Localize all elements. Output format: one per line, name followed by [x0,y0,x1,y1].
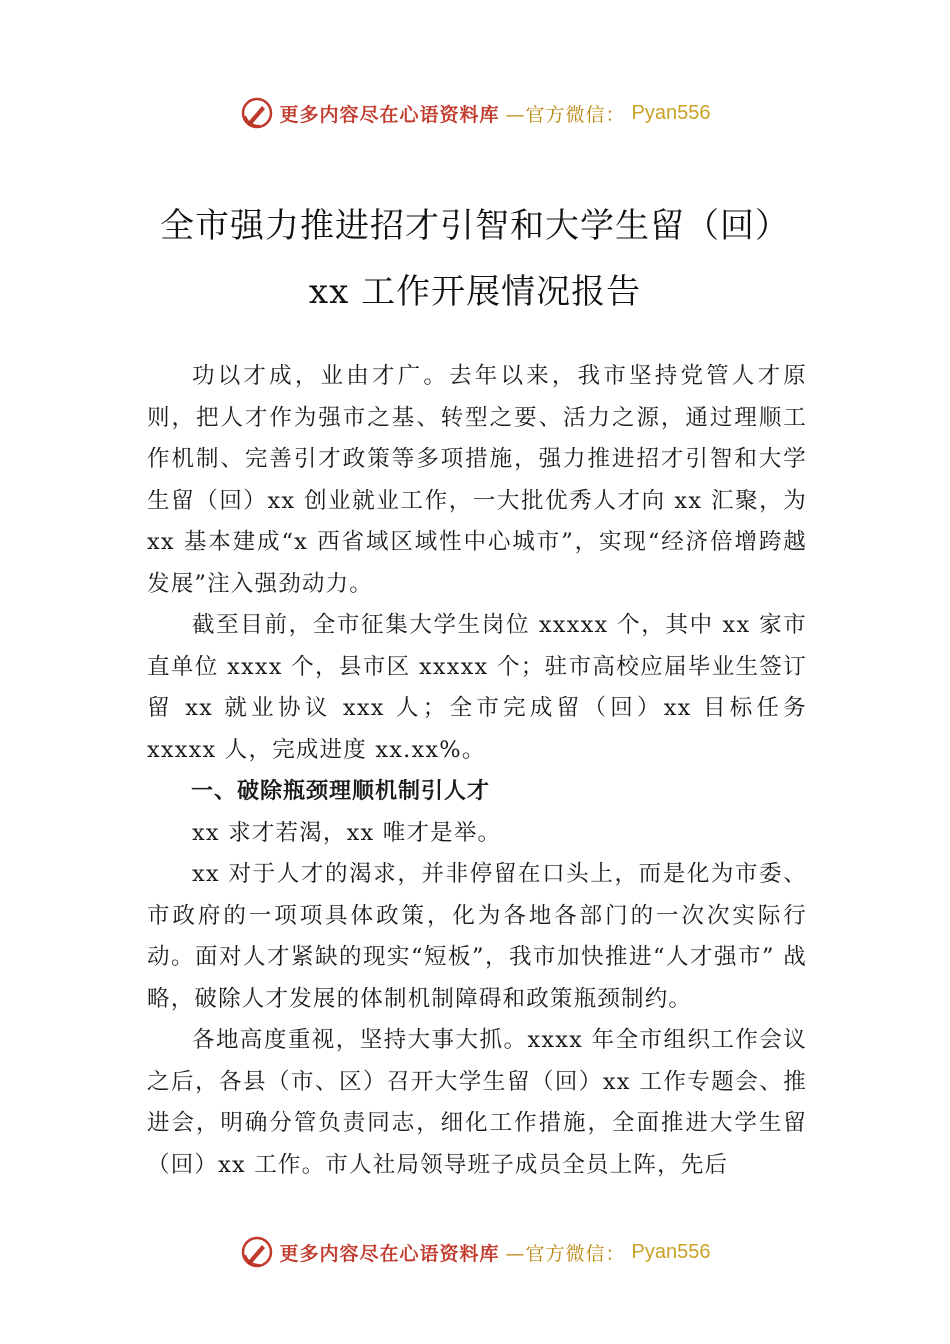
pen-circle-icon [240,96,274,130]
paragraph-section1-b: xx 对于人才的渴求，并非停留在口头上，而是化为市委、市政府的一项项具体政策，化为各地各部门的一次次实际行动。面对人才紧缺的现实“短板”，我市加快推进“人才强市” 战略，破除人才发展的体制机制障碍和政策瓶颈制约。 [147,861,807,1012]
document-title-line2: xx 工作开展情况报告 [308,272,642,312]
banner-wechat-label: —官方微信： [505,1242,626,1265]
pen-circle-icon [240,1235,274,1269]
document-title-line1: 全市强力推进招才引智和大学生留（回） [160,206,790,246]
document-body [147,356,807,1186]
section-heading-1: 一、破除瓶颈理顺机制引人才 [191,779,491,804]
paragraph-statistics: 截至目前，全市征集大学生岗位 xxxxx 个，其中 xx 家市直单位 xxxx 个，县市区 xxxxx 个；驻市高校应届毕业生签订留 xx 就业协议 xxx 人；全市完成留（回）xx 目标任务 xxxxx 人，完成进度 xx.xx%。 [147,612,807,763]
banner-wechat-label: —官方微信： [505,103,626,126]
banner-wechat-id: Pyan556 [631,101,711,124]
paragraph-section1-a: xx 求才若渴，xx 唯才是举。 [192,819,502,846]
footer-banner [0,1232,950,1272]
banner-wechat-id: Pyan556 [631,1240,711,1263]
paragraph-section1-c: 各地高度重视，坚持大事大抓。xxxx 年全市组织工作会议之后，各县（市、区）召开大学生留（回）xx 工作专题会、推进会，明确分管负责同志，细化工作措施，全面推进大学生留（回）xx 工作。市人社局领导班子成员全员上阵，先后 [147,1027,807,1178]
banner-brand-text: 更多内容尽在心语资料库 [279,1242,500,1265]
header-banner [0,93,950,133]
banner-brand-text: 更多内容尽在心语资料库 [279,103,500,126]
paragraph-intro: 功以才成，业由才广。去年以来，我市坚持党管人才原则，把人才作为强市之基、转型之要、活力之源，通过理顺工作机制、完善引才政策等多项措施，强力推进招才引智和大学生留（回）xx 创业就业工作，一大批优秀人才向 xx 汇聚，为 xx 基本建成“x 西省域区域性中心城市”，实现“经济倍增跨越发展”注入强劲动力。 [147,363,807,597]
